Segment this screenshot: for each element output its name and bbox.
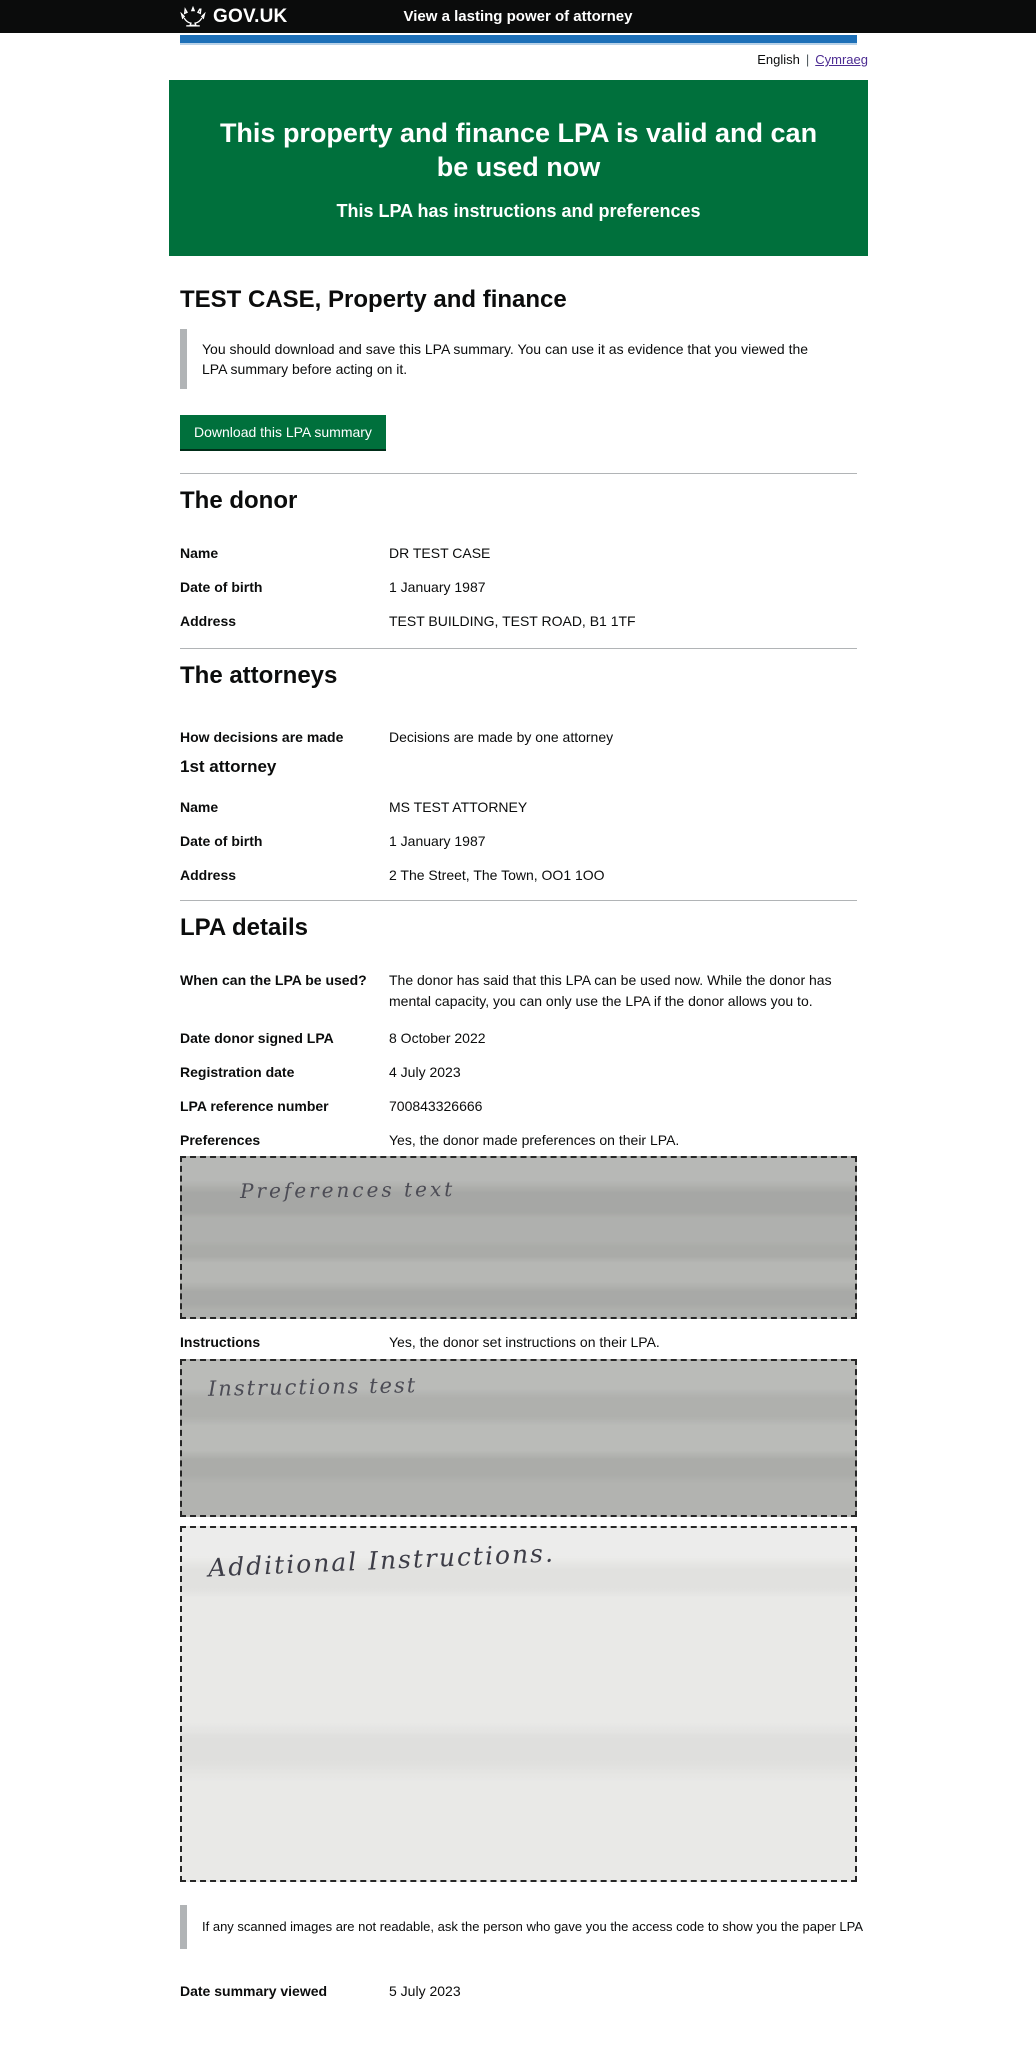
row-value: 4 July 2023 [389, 1064, 461, 1080]
crown-icon [180, 6, 206, 27]
donor-address-row [180, 614, 857, 629]
attorney-details [180, 800, 857, 883]
instructions-details [180, 1335, 857, 1350]
donor-heading: The donor [180, 487, 298, 514]
row-value: Yes, the donor made preferences on their LPA. [389, 1132, 680, 1148]
download-notice: You should download and save this LPA summary. You can use it as evidence that you viewed the LPA summary before acting on it. [180, 329, 842, 389]
row-label: Date of birth [180, 579, 263, 595]
summary-viewed-details [180, 1984, 857, 1999]
donor-details [180, 546, 857, 629]
page-content [169, 286, 868, 1999]
row-label: Name [180, 545, 219, 561]
row-value: Yes, the donor set instructions on their LPA. [389, 1334, 660, 1350]
lpa-details [180, 973, 857, 1148]
row-value: Decisions are made by one attorney [389, 729, 614, 745]
section-divider [180, 473, 857, 474]
row-value: 1 January 1987 [389, 833, 486, 849]
first-attorney-heading: 1st attorney [180, 757, 277, 776]
date-viewed-row [180, 1984, 857, 1999]
main-container [169, 80, 868, 1999]
row-label: Name [180, 799, 219, 815]
instructions-scan-image [180, 1359, 857, 1517]
section-divider [180, 648, 857, 649]
row-label: Preferences [180, 1132, 261, 1148]
cymraeg-link[interactable]: Cymraeg [815, 52, 868, 67]
preferences-scan-image [180, 1156, 857, 1319]
row-value: 2 The Street, The Town, OO1 1OO [389, 867, 605, 883]
language-current: English [757, 52, 800, 67]
attorneys-heading: The attorneys [180, 662, 338, 689]
instructions-row [180, 1335, 857, 1350]
govuk-logo-text: GOV.UK [213, 5, 288, 27]
attorney-address-row [180, 868, 857, 883]
donor-name-row [180, 546, 857, 561]
panel-subtitle: This LPA has instructions and preferences [336, 201, 701, 221]
row-label: How decisions are made [180, 729, 344, 745]
header-blue-bar [180, 35, 857, 45]
row-value: DR TEST CASE [389, 545, 491, 561]
section-divider [180, 900, 857, 901]
row-label: Instructions [180, 1334, 261, 1350]
preferences-handwriting: Preferences text [239, 1177, 456, 1203]
additional-instructions-handwriting: Additional Instructions. [207, 1538, 556, 1583]
confirmation-panel [169, 80, 868, 256]
instructions-handwriting: Instructions test [207, 1373, 418, 1401]
attorney-dob-row [180, 834, 857, 849]
when-used-row [180, 973, 857, 1012]
row-label: Registration date [180, 1064, 295, 1080]
row-label: When can the LPA be used? [180, 972, 367, 988]
download-button[interactable]: Download this LPA summary [180, 415, 386, 449]
lpa-details-heading: LPA details [180, 914, 309, 941]
additional-instructions-scan-image [180, 1526, 857, 1882]
row-label: LPA reference number [180, 1098, 329, 1114]
row-value: 1 January 1987 [389, 579, 486, 595]
govuk-logo[interactable] [180, 0, 287, 33]
row-value: 8 October 2022 [389, 1030, 486, 1046]
attorneys-decision-details [180, 730, 857, 745]
row-value: 5 July 2023 [389, 1983, 461, 1999]
row-label: Address [180, 867, 237, 883]
decisions-row [180, 730, 857, 745]
language-separator: | [805, 52, 810, 67]
row-value: MS TEST ATTORNEY [389, 799, 528, 815]
preferences-row [180, 1133, 857, 1148]
govuk-header [0, 0, 1036, 33]
reference-number-row [180, 1099, 857, 1114]
row-label: Date donor signed LPA [180, 1030, 334, 1046]
date-signed-row [180, 1031, 857, 1046]
page-title: TEST CASE, Property and finance [180, 286, 567, 313]
language-switcher [169, 52, 868, 67]
panel-title: This property and finance LPA is valid and can be used now [219, 118, 818, 182]
row-value: 700843326666 [389, 1098, 483, 1114]
row-label: Date of birth [180, 833, 263, 849]
donor-dob-row [180, 580, 857, 595]
registration-date-row [180, 1065, 857, 1080]
row-label: Date summary viewed [180, 1983, 328, 1999]
scanned-images-notice: If any scanned images are not readable, ask the person who gave you the access code to show you the paper LPA [180, 1905, 857, 1949]
row-value: TEST BUILDING, TEST ROAD, B1 1TF [389, 613, 636, 629]
row-value: The donor has said that this LPA can be used now. While the donor has mental capacity, you can only use the LPA if the donor allows you to. [389, 972, 832, 1009]
attorney-name-row [180, 800, 857, 815]
row-label: Address [180, 613, 237, 629]
service-name[interactable]: View a lasting power of attorney [403, 8, 633, 25]
